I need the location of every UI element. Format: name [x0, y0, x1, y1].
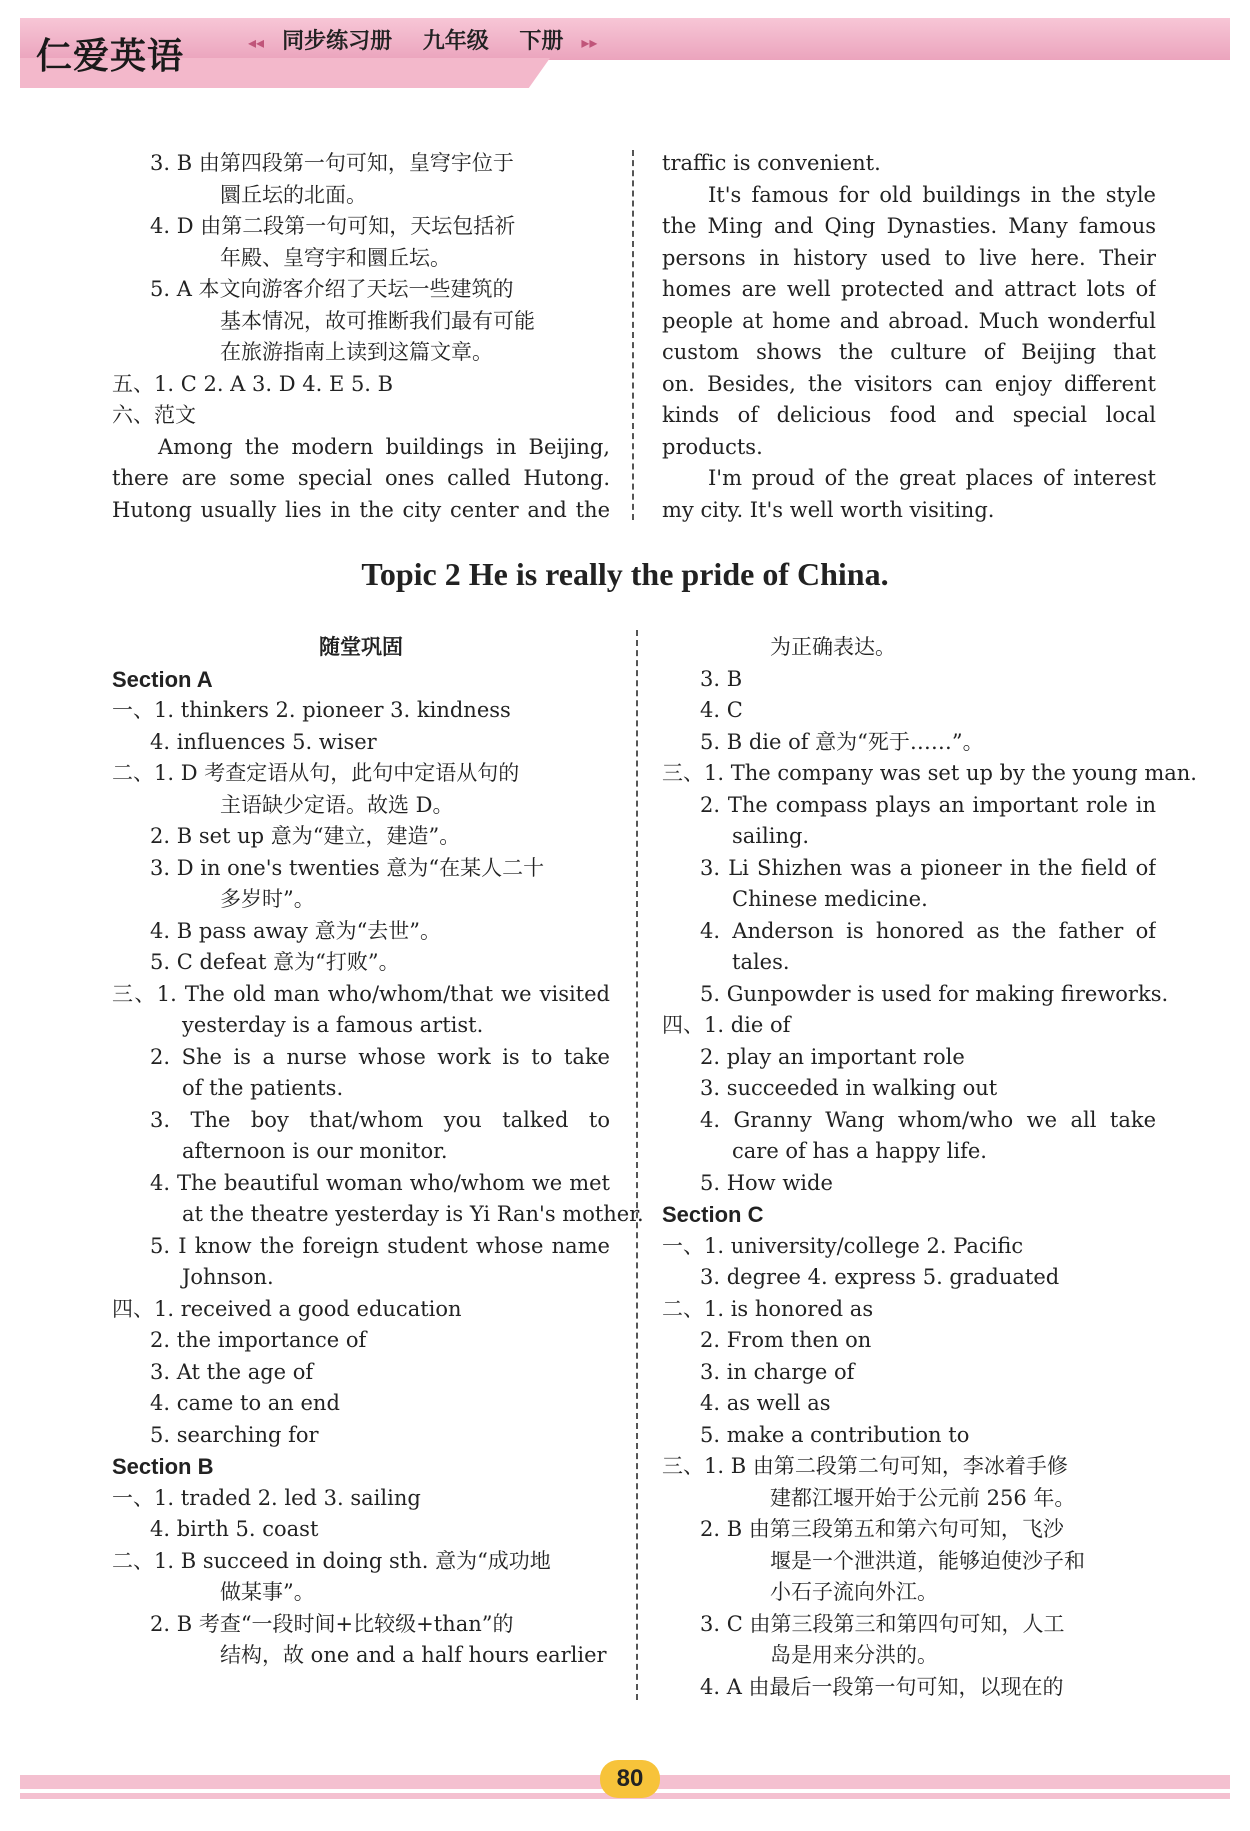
bottom-left-line: yesterday is a famous artist. [182, 1013, 484, 1037]
top-left-line: 六、范文 [112, 403, 196, 427]
bottom-right-line: 4. Granny Wang whom/who we all take [700, 1107, 1156, 1132]
bottom-left-line: 结构，故 one and a half hours earlier [220, 1643, 607, 1667]
right-arrows-icon: ▸▸ [581, 33, 598, 52]
bottom-left-line: 3. At the age of [150, 1359, 314, 1384]
bottom-left-line: 3. The boy that/whom you talked to [150, 1107, 610, 1132]
top-left-line: 在旅游指南上读到这篇文章。 [220, 340, 493, 364]
top-right-line: traffic is convenient. [662, 151, 881, 175]
bottom-right-line: 2. From then on [700, 1328, 872, 1352]
top-right-line: my city. It's well worth visiting. [662, 497, 995, 522]
column-divider-bottom [636, 630, 638, 1700]
bottom-left-line: 5. searching for [150, 1422, 319, 1447]
bottom-right-line: 2. The compass plays an important role in [700, 792, 1156, 817]
bottom-right-line: 二、1. is honored as [662, 1296, 874, 1321]
top-left-line: 年殿、皇穹宇和圜丘坛。 [220, 245, 451, 270]
top-right-line: products. [662, 434, 763, 459]
topic-heading: Topic 2 He is really the pride of China. [361, 556, 889, 592]
bottom-right-line: 岛是用来分洪的。 [770, 1643, 938, 1667]
bottom-left-line: 多岁时”。 [220, 887, 315, 911]
bottom-left-line: 一、1. thinkers 2. pioneer 3. kindness [112, 698, 511, 722]
bottom-right-line: 3. B [700, 666, 743, 691]
book-title: 同步练习册 九年级 下册 [282, 29, 564, 54]
bottom-right-line: care of has a happy life. [732, 1139, 987, 1163]
bottom-left-line: 三、1. The old man who/whom/that we visited [112, 981, 610, 1006]
top-right-line: on. Besides, the visitors can enjoy different [662, 371, 1156, 396]
bottom-left-line: 5. C defeat 意为“打败”。 [150, 950, 400, 974]
bottom-left-column [112, 632, 644, 1672]
bottom-right-line: 5. Gunpowder is used for making fireworks. [700, 981, 1169, 1006]
bottom-left-line: 3. D in one's twenties 意为“在某人二十 [150, 855, 545, 880]
bottom-left-line: 2. She is a nurse whose work is to take [150, 1044, 610, 1069]
bottom-left-line: afternoon is our monitor. [182, 1139, 448, 1163]
bottom-right-line: tales. [732, 950, 790, 974]
bottom-right-line: 堰是一个泄洪道，能够迫使沙子和 [770, 1548, 1085, 1573]
bottom-left-line: 2. the importance of [150, 1328, 367, 1352]
top-right-column [662, 148, 1156, 526]
bottom-right-line: 5. B die of 意为“死于……”。 [700, 729, 984, 754]
bottom-left-line: 5. I know the foreign student whose name [150, 1233, 610, 1258]
bottom-right-line: 3. C 由第三段第三和第四句可知，人工 [700, 1611, 1065, 1636]
bottom-right-line: 3. degree 4. express 5. graduated [700, 1265, 1060, 1289]
bottom-right-line: 建都江堰开始于公元前 256 年。 [770, 1485, 1076, 1510]
bottom-left-line: Johnson. [182, 1265, 274, 1289]
bottom-left-line: 4. The beautiful woman who/whom we met [150, 1170, 610, 1195]
bottom-left-line: 4. birth 5. coast [150, 1517, 319, 1541]
top-right-line: people at home and abroad. Much wonderful [662, 308, 1156, 333]
top-right-line: persons in history used to live here. Their [662, 245, 1156, 270]
top-left-line: Hutong usually lies in the city center and the [112, 497, 610, 522]
top-left-line: 4. D 由第二段第一句可知，天坛包括祈 [150, 214, 516, 238]
bottom-right-line: 一、1. university/college 2. Pacific [662, 1233, 1024, 1258]
bottom-right-line: 三、1. The company was set up by the young man. [662, 761, 1197, 785]
top-right-line: the Ming and Qing Dynasties. Many famous [662, 214, 1156, 238]
bottom-left-line: Section B [112, 1454, 214, 1479]
page-number: 80 [600, 1760, 660, 1798]
bottom-left-line: of the patients. [182, 1076, 344, 1100]
bottom-left-line: 4. influences 5. wiser [150, 729, 377, 754]
top-left-line: 圜丘坛的北面。 [220, 182, 367, 207]
bottom-left-line: 一、1. traded 2. led 3. sailing [112, 1485, 421, 1510]
bottom-left-line: Section A [112, 666, 213, 692]
bottom-right-line: 4. as well as [700, 1391, 831, 1415]
top-left-line: 基本情况，故可推断我们最有可能 [220, 308, 535, 333]
bottom-right-line: 3. Li Shizhen was a pioneer in the field of [700, 855, 1156, 880]
bottom-right-line: 三、1. B 由第二段第二句可知，李冰着手修 [662, 1454, 1068, 1478]
bottom-left-line: 二、1. B succeed in doing sth. 意为“成功地 [112, 1548, 551, 1573]
top-left-line: 3. B 由第四段第一句可知，皇穹宇位于 [150, 151, 514, 175]
bottom-left-line: 做某事”。 [220, 1580, 315, 1604]
top-left-line: 5. A 本文向游客介绍了天坛一些建筑的 [150, 277, 514, 301]
bottom-left-line: 四、1. received a good education [112, 1296, 462, 1321]
top-right-line: homes are well protected and attract lots of [662, 277, 1156, 301]
top-left-line: 五、1. C 2. A 3. D 4. E 5. B [112, 371, 394, 396]
bottom-left-line: 主语缺少定语。故选 D。 [220, 792, 454, 817]
bottom-left-line: 2. B set up 意为“建立，建造”。 [150, 824, 461, 848]
bottom-right-line: 2. B 由第三段第五和第六句可知，飞沙 [700, 1517, 1064, 1541]
top-left-line: there are some special ones called Hutong. [112, 466, 610, 490]
bottom-right-line: 4. A 由最后一段第一句可知，以现在的 [700, 1674, 1064, 1699]
top-right-line: kinds of delicious food and special local [662, 403, 1156, 427]
bottom-right-line: 为正确表达。 [770, 635, 896, 659]
bottom-left-line: at the theatre yesterday is Yi Ran's mother. [182, 1202, 644, 1226]
bottom-right-line: 5. How wide [700, 1170, 833, 1195]
left-arrows-icon: ◂◂ [248, 33, 265, 52]
bottom-right-column [662, 632, 1197, 1703]
header-band [20, 18, 1230, 60]
bottom-right-line: Section C [662, 1202, 764, 1227]
bottom-right-line: 小石子流向外江。 [770, 1580, 938, 1604]
bottom-right-line: 四、1. die of [662, 1013, 791, 1037]
bottom-right-line: sailing. [732, 824, 810, 848]
column-divider-top [632, 150, 634, 520]
bottom-right-line: 4. C [700, 698, 743, 722]
top-left-line: Among the modern buildings in Beijing, [158, 434, 610, 459]
bottom-right-line: 4. Anderson is honored as the father of [700, 918, 1156, 943]
bottom-right-line: Chinese medicine. [732, 887, 928, 911]
bottom-right-line: 5. make a contribution to [700, 1422, 970, 1447]
bottom-right-line: 2. play an important role [700, 1044, 965, 1069]
top-right-line: custom shows the culture of Beijing that [662, 340, 1156, 364]
bottom-left-line: 2. B 考查“一段时间+比较级+than”的 [150, 1611, 514, 1636]
brand-logo: 仁爱英语 [36, 36, 185, 77]
top-right-line: It's famous for old buildings in the style [708, 182, 1156, 207]
bottom-right-line: 3. in charge of [700, 1359, 855, 1384]
header-title [230, 24, 615, 55]
top-left-column [112, 148, 610, 526]
bottom-left-line: 4. came to an end [150, 1391, 340, 1415]
bottom-right-line: 3. succeeded in walking out [700, 1076, 998, 1100]
bottom-left-line: 随堂巩固 [319, 635, 403, 659]
top-right-line: I'm proud of the great places of interest [708, 466, 1156, 490]
bottom-left-line: 4. B pass away 意为“去世”。 [150, 918, 442, 943]
bottom-left-line: 二、1. D 考查定语从句，此句中定语从句的 [112, 761, 520, 785]
